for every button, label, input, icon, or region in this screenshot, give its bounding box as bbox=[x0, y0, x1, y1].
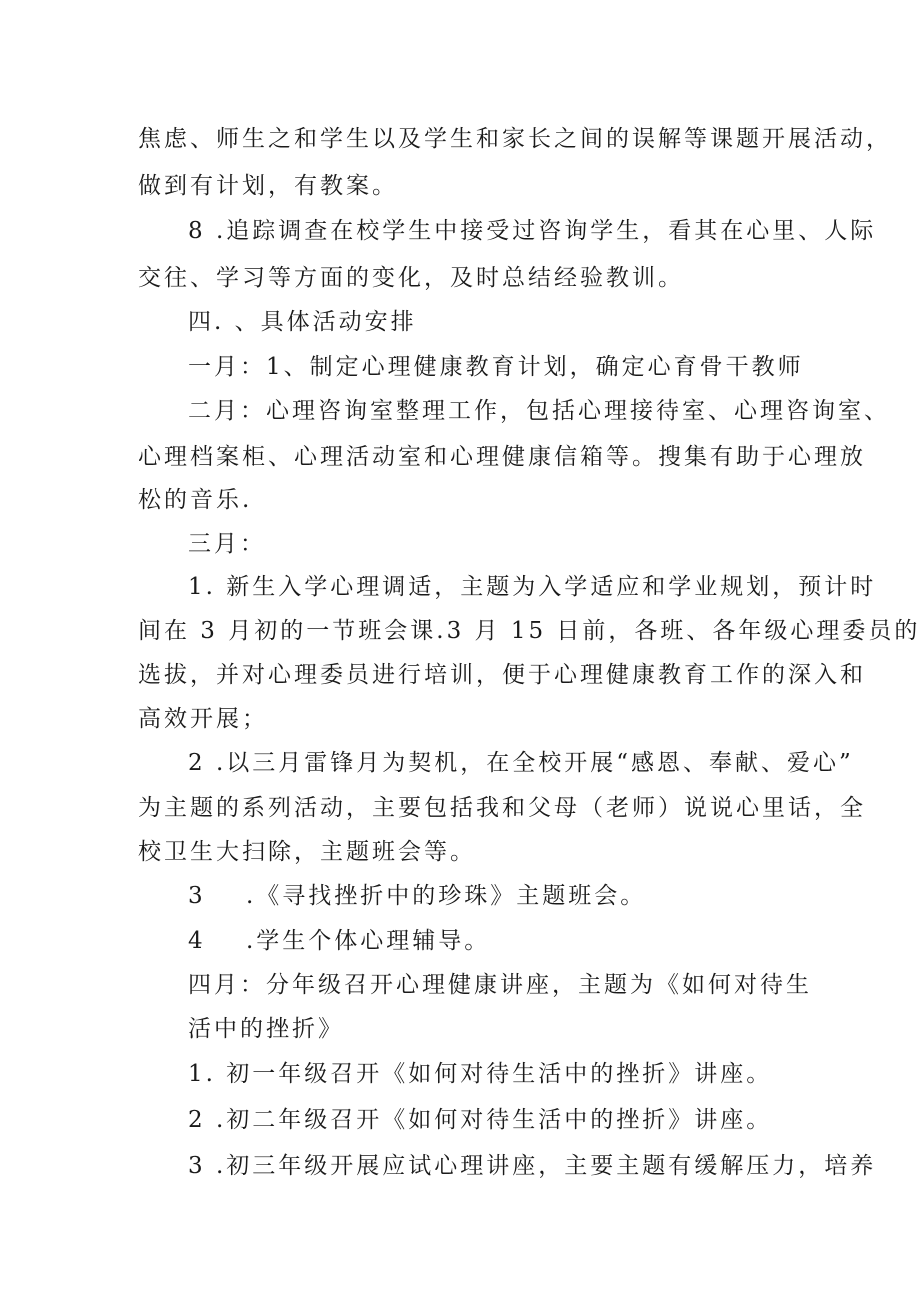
text-line: 选拔，并对心理委员进行培训，便于心理健康教育工作的深入和 bbox=[138, 662, 866, 688]
text-line: 活中的挫折》 bbox=[188, 1016, 344, 1042]
text-line: 心理档案柜、心理活动室和心理健康信箱等。搜集有助于心理放 bbox=[138, 444, 866, 470]
text-line: 1. 初一年级召开《如何对待生活中的挫折》讲座。 bbox=[188, 1061, 773, 1087]
text-line: 1. 新生入学心理调适，主题为入学适应和学业规划，预计时 bbox=[188, 574, 877, 600]
text-line: 焦虑、师生之和学生以及学生和家长之间的误解等课题开展活动， bbox=[138, 126, 892, 152]
text-line: 高效开展； bbox=[138, 706, 268, 732]
text-line: 为主题的系列活动，主要包括我和父母（老师）说说心里话，全 bbox=[138, 795, 866, 821]
text-line: 校卫生大扫除，主题班会等。 bbox=[138, 839, 476, 865]
list-number: 4 bbox=[188, 928, 206, 954]
text-line: 二月：心理咨询室整理工作，包括心理接待室、心理咨询室、 bbox=[188, 398, 890, 424]
list-item-text: .《寻找挫折中的珍珠》主题班会。 bbox=[246, 883, 647, 909]
section-heading: 四. 、具体活动安排 bbox=[188, 309, 417, 335]
text-line: 做到有计划，有教案。 bbox=[138, 173, 398, 199]
text-line: 间在 3 月初的一节班会课.3 月 15 日前，各班、各年级心理委员的 bbox=[138, 618, 920, 644]
text-line: 2 .初二年级召开《如何对待生活中的挫折》讲座。 bbox=[188, 1107, 773, 1133]
text-line: 一月：1、制定心理健康教育计划，确定心育骨干教师 bbox=[188, 354, 804, 380]
text-line: 2 .以三月雷锋月为契机，在全校开展“感恩、奉献、爱心” bbox=[188, 750, 854, 776]
list-number: 3 bbox=[188, 883, 206, 909]
list-item-text: .学生个体心理辅导。 bbox=[246, 928, 491, 954]
text-line: 四月：分年级召开心理健康讲座，主题为《如何对待生 bbox=[188, 972, 812, 998]
text-line: 3 .初三年级开展应试心理讲座，主要主题有缓解压力，培养 bbox=[188, 1153, 877, 1179]
list-item bbox=[188, 881, 646, 911]
text-line: 8 .追踪调查在校学生中接受过咨询学生，看其在心里、人际 bbox=[188, 218, 877, 244]
text-line: 三月： bbox=[188, 531, 266, 557]
text-line: 交往、学习等方面的变化，及时总结经验教训。 bbox=[138, 265, 684, 291]
list-item bbox=[188, 926, 490, 956]
text-line: 松的音乐. bbox=[138, 487, 253, 513]
